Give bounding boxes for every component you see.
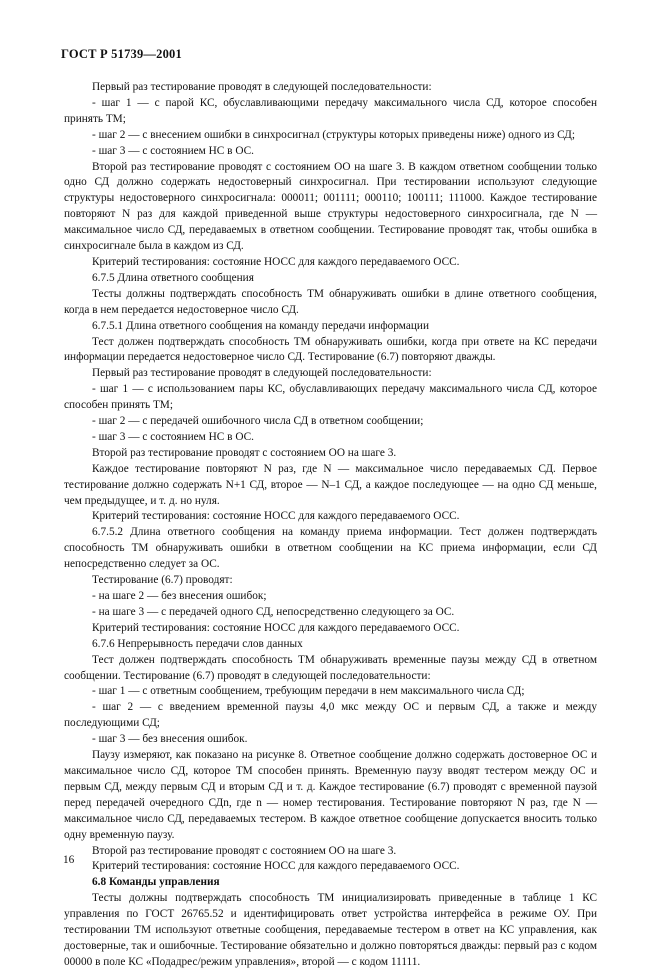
document-header: ГОСТ Р 51739—2001 — [61, 47, 182, 61]
paragraph: Тестирование (6.7) проводят: — [92, 574, 233, 587]
body-text — [64, 80, 597, 971]
paragraph: Первый раз тестирование проводят в следующей последовательности: — [92, 367, 432, 380]
paragraph: Критерий тестирования: состояние НОСС для каждого передаваемого ОСС. — [92, 860, 460, 873]
list-item: - шаг 1 — с ответным сообщением, требующим передачи в нем максимального числа СД; — [92, 685, 525, 698]
paragraph: Критерий тестирования: состояние НОСС для каждого передаваемого ОСС. — [92, 621, 460, 634]
paragraph: Второй раз тестирование проводят с состоянием ОО на шаге 3. — [92, 844, 397, 857]
list-item: - шаг 3 — с состоянием НС в ОС. — [92, 144, 254, 157]
paragraph: Второй раз тестирование проводят с состоянием ОО на шаге 3. — [92, 446, 397, 459]
paragraph: Тест должен подтверждать способность ТМ обнаруживать ошибки, когда при ответе на КС передачи информации передается недостоверное число СД. Тестирование (6.7) повторяют дважды. — [64, 335, 597, 364]
list-item: - шаг 2 — с внесением ошибки в синхросигнал (структуры которых приведены ниже) одного из СД; — [92, 128, 575, 141]
list-item: - шаг 1 — с использованием пары КС, обуславливающих передачу максимального числа СД, которое способен принять ТМ; — [64, 383, 597, 412]
paragraph: Тесты должны подтверждать способность ТМ инициализировать приведенные в таблице 1 КС управления по ГОСТ 26765.52 и идентифицировать ответ устройства интерфейса в режиме ОУ. При тестировании ТМ используют ответные сообщения, передаваемые тестером в ответ на КС управления, как достоверные, так и ошибочные. Тестирование обязательно и должно повторяться дважды: первый раз с кодом 00000 в поле КС «Подадрес/режим управления», второй — с кодом 11111. — [64, 892, 597, 968]
paragraph: Критерий тестирования: состояние НОСС для каждого передаваемого ОСС. — [92, 255, 460, 268]
section-heading: 6.7.6 Непрерывность передачи слов данных — [92, 637, 303, 650]
paragraph: Тест должен подтверждать способность ТМ обнаруживать временные паузы между СД в ответном сообщении. Тестирование (6.7) проводят в следующей последовательности: — [64, 653, 597, 682]
list-item: - шаг 3 — с состоянием НС в ОС. — [92, 430, 254, 443]
section-heading: 6.8 Команды управления — [92, 876, 220, 889]
section-heading: 6.7.5.1 Длина ответного сообщения на команду передачи информации — [92, 319, 429, 332]
paragraph: Каждое тестирование повторяют N раз, где N — максимальное число передаваемых СД. Первое тестирование должно содержать N+1 СД, второе — N–1 СД, а каждое последующее — на одно СД меньше, чем предыдущее, и т. д. но нуля. — [64, 462, 597, 507]
paragraph: Критерий тестирования: состояние НОСС для каждого передаваемого ОСС. — [92, 510, 460, 523]
list-item: - шаг 3 — без внесения ошибок. — [92, 733, 248, 746]
paragraph: Паузу измеряют, как показано на рисунке 8. Ответное сообщение должно содержать достоверное ОС и максимальное число СД, которое ТМ способен принять. Временную паузу вводят тестером между ОС и первым СД, между первым СД и вторым СД и т. д. Каждое тестирование (6.7) проводят с временной паузой перед передачей очередного СДn, где n — номер тестирования. Тестирование повторяют N раз, где N — максимальное число СД, передаваемых тестером. В каждое ответное сообщение допускается вносить только одну временную паузу. — [64, 749, 597, 841]
paragraph: Первый раз тестирование проводят в следующей последовательности: — [92, 81, 432, 93]
list-item: - шаг 2 — с введением временной паузы 4,0 мкс между ОС и первым СД, а также и между последующими СД; — [64, 701, 597, 730]
list-item: - на шаге 2 — без внесения ошибок; — [92, 590, 267, 602]
list-item: - на шаге 3 — с передачей одного СД, непосредственно следующего за ОС. — [92, 605, 455, 618]
section-heading: 6.7.5 Длина ответного сообщения — [92, 271, 254, 284]
paragraph: Тесты должны подтверждать способность ТМ обнаруживать ошибки в длине ответного сообщения, когда в нем передается недостоверное число СД. — [64, 287, 597, 316]
page-number: 16 — [63, 854, 75, 866]
list-item: - шаг 1 — с парой КС, обуславливающими передачу максимального числа СД, которое способен принять ТМ; — [64, 96, 597, 125]
paragraph: 6.7.5.2 Длина ответного сообщения на команду приема информации. Тест должен подтверждать способность ТМ обнаруживать ошибки в ответном сообщении на КС приема информации, если СД непосредственно следует за ОС. — [64, 526, 597, 571]
paragraph: Второй раз тестирование проводят с состоянием ОО на шаге 3. В каждом ответном сообщении только одно СД должно содержать недостоверный синхросигнал. При тестировании используют следующие структуры недостоверного синхросигнала: 000011; 001111; 000110; 100111; 111000. Каждое тестирование повторяют N раз для каждой приведенной выше структуры недостоверного синхросигнала, где N — максимальное число СД, передаваемых в ответном сообщении. Тестирование проводят так, чтобы ошибка в синхросигнале была в каждом из СД. — [64, 160, 597, 253]
list-item: - шаг 2 — с передачей ошибочного числа СД в ответном сообщении; — [92, 415, 424, 428]
